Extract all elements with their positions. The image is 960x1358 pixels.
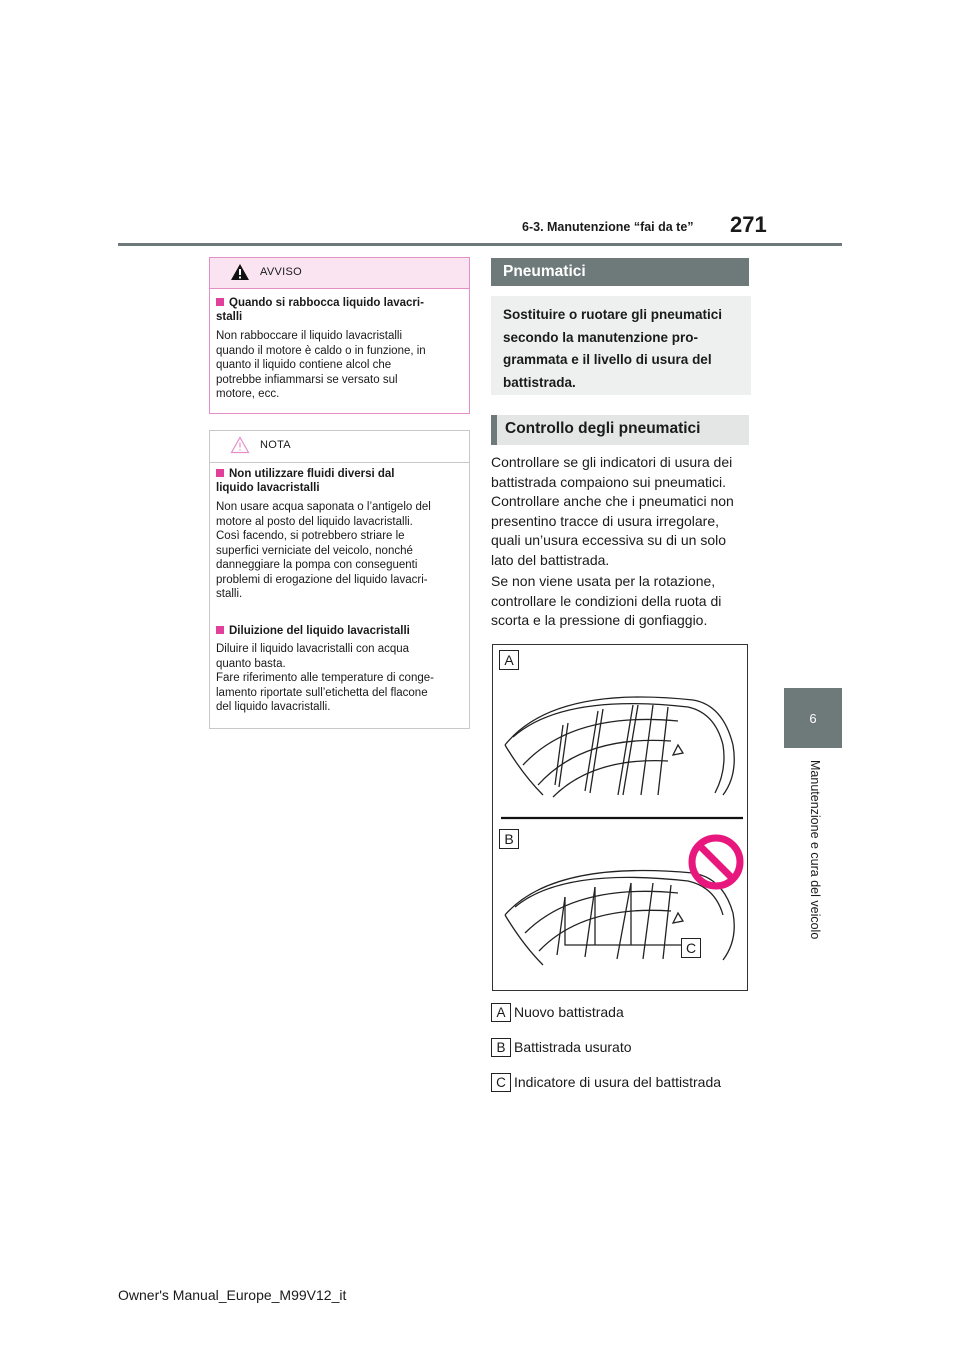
legend-text: Nuovo battistrada [514,1004,624,1020]
paragraph: Se non viene usata per la rotazione, controllare le condizioni della ruota di scorta e la pressione di gonfiaggio. [491,573,722,628]
tire-illustration [493,645,747,990]
worn-tread-tire [505,871,734,965]
note-item-heading: Non utilizzare fluidi diversi dal liquido lavacristalli [216,468,395,494]
paragraph: Controllare se gli indicatori di usura dei battistrada compaiono sui pneumatici. Controllare anche che i pneumatici non presentino tracce di usura irregolare, quali un’usura eccessiva su di un solo lato del battistrada. [491,454,734,568]
prohibition-icon [692,838,740,886]
chapter-side-label [770,760,860,960]
warning-box [209,257,470,414]
note-item-body: Diluire il liquido lavacristalli con acqua quanto basta. Fare riferimento alle temperature di conge- lamento riportate sull’etichetta del flacone del liquido lavacristalli. [216,643,434,713]
tire-figure [492,644,748,991]
warning-title: AVVISO [260,266,302,278]
header-divider [118,243,842,246]
caution-triangle-icon [230,436,250,454]
section-heading-pneumatici: Pneumatici [491,258,749,286]
figure-label-a: A [499,650,519,670]
note-box [209,430,470,729]
subsection-title: Controllo degli pneumatici [505,420,701,437]
warning-triangle-icon [230,263,250,281]
intro-box [491,296,751,395]
note-item-body: Non usare acqua saponata o l’antigelo del motore al posto del liquido lavacristalli. Così facendo, si potrebbero striare le superfici verniciate del veicolo, nonché danneggiare la pompa con conseguenti problemi di erogazione del liquido lavacri- stalli. [216,501,431,600]
intro-text: Sostituire o ruotare gli pneumatici secondo la manutenzione pro- grammata e il livello di usura del battistrada. [503,307,723,390]
legend-letter: B [491,1038,511,1057]
subsection-heading [491,415,749,445]
footer-text: Owner's Manual_Europe_M99V12_it [118,1287,347,1303]
note-item-heading: Diluizione del liquido lavacristalli [216,624,461,638]
page-number: 271 [730,212,767,237]
legend-text: Battistrada usurato [514,1039,632,1055]
figure-label-b: B [499,829,519,849]
note-title: NOTA [260,439,291,451]
warning-item-body: Non rabboccare il liquido lavacristalli quando il motore è caldo o in funzione, in quanto il liquido contiene alcol che potrebbe infiammarsi se versato sul motore, ecc. [216,330,426,400]
legend-text: Indicatore di usura del battistrada [514,1074,722,1090]
chapter-number: 6 [809,710,817,726]
chapter-tab [784,688,842,748]
chapter-title: Manutenzione e cura del veicolo [808,760,822,940]
legend-letter: C [491,1073,511,1092]
new-tread-tire [505,697,734,797]
warning-item-heading: Quando si rabbocca liquido lavacri- stalli [216,297,424,323]
section-title: 6-3. Manutenzione “fai da te” [522,220,694,234]
legend-letter: A [491,1003,511,1022]
warning-header [210,258,469,288]
note-header [210,431,469,461]
figure-label-c: C [681,938,701,958]
